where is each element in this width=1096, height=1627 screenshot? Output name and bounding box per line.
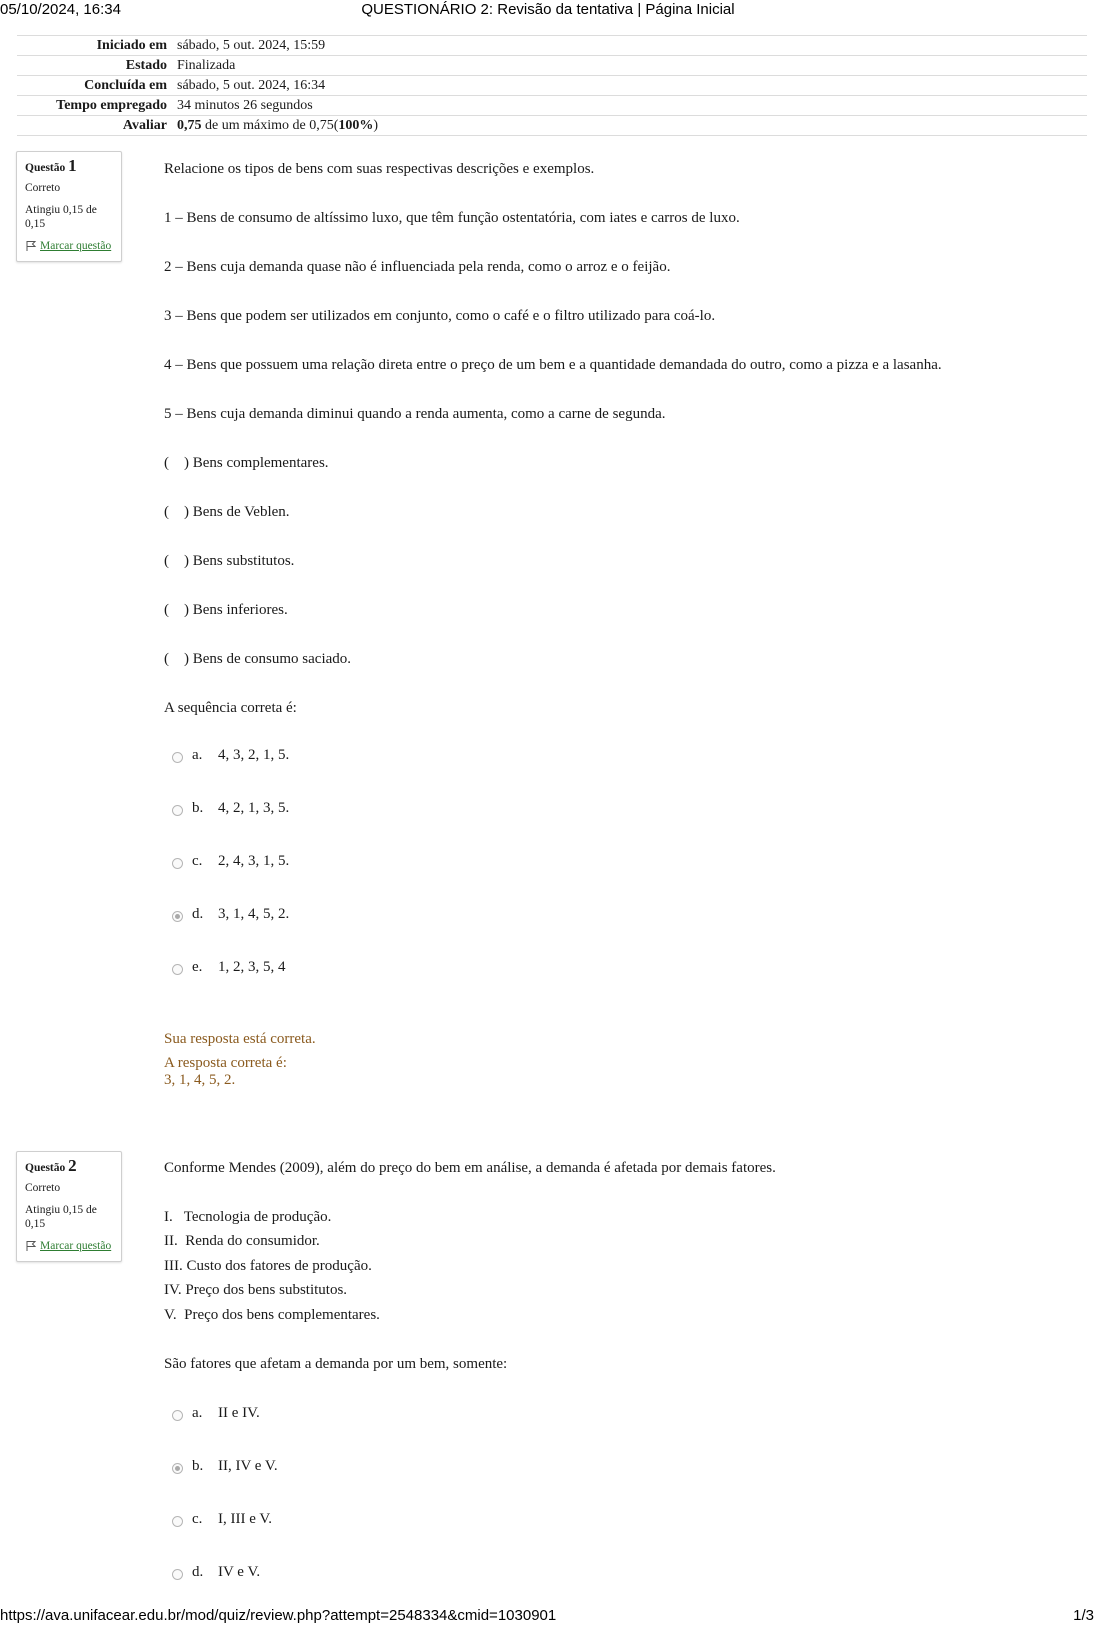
- print-datetime: 05/10/2024, 16:34: [0, 1, 121, 18]
- match-item: ( ) Bens de consumo saciado.: [164, 651, 352, 667]
- answer-option-selected[interactable]: [172, 1456, 278, 1476]
- answer-option-selected[interactable]: [172, 904, 289, 924]
- match-item: ( ) Bens substitutos.: [164, 553, 295, 569]
- flag-question[interactable]: [25, 1239, 113, 1253]
- question-number: [25, 1156, 113, 1175]
- question-number-value: 2: [68, 1156, 77, 1175]
- answer-option[interactable]: [172, 745, 289, 765]
- option-text: 1, 2, 3, 5, 4: [218, 959, 286, 975]
- summary-value: sábado, 5 out. 2024, 16:34: [172, 76, 1087, 96]
- summary-label: Concluída em: [17, 76, 172, 96]
- question-prompt: Relacione os tipos de bens com suas respectivas descrições e exemplos.: [164, 161, 595, 177]
- statement-1: 1 – Bens de consumo de altíssimo luxo, que têm função ostentatória, com iates e carros de luxo.: [164, 210, 740, 226]
- factor-item: III. Custo dos fatores de produção.: [164, 1258, 372, 1274]
- summary-row-started: [17, 36, 1087, 56]
- option-text: 2, 4, 3, 1, 5.: [218, 853, 290, 869]
- answer-option[interactable]: [172, 1562, 260, 1582]
- radio-button[interactable]: [172, 1569, 183, 1580]
- radio-button-checked[interactable]: [172, 1463, 183, 1474]
- option-text: 4, 3, 2, 1, 5.: [218, 747, 290, 763]
- flag-icon: [25, 1240, 37, 1252]
- radio-button-checked[interactable]: [172, 911, 183, 922]
- option-letter: d.: [192, 1564, 204, 1580]
- option-letter: c.: [192, 853, 203, 869]
- summary-label: Estado: [17, 56, 172, 76]
- question-label: Questão: [25, 1162, 66, 1174]
- summary-value: Finalizada: [172, 56, 1087, 76]
- option-text: 3, 1, 4, 5, 2.: [218, 906, 290, 922]
- option-text: 4, 2, 1, 3, 5.: [218, 800, 290, 816]
- radio-button[interactable]: [172, 805, 183, 816]
- feedback-correct: Sua resposta está correta.: [164, 1031, 316, 1047]
- grade-percent: 100%: [338, 118, 374, 133]
- answer-prompt: A sequência correta é:: [164, 700, 297, 716]
- question-prompt: Conforme Mendes (2009), além do preço do bem em análise, a demanda é afetada por demais fatores.: [164, 1160, 776, 1176]
- radio-button[interactable]: [172, 858, 183, 869]
- factor-item: I. Tecnologia de produção.: [164, 1209, 332, 1225]
- answer-option[interactable]: [172, 957, 286, 977]
- question-state: Correto: [25, 182, 61, 194]
- statement-4: 4 – Bens que possuem uma relação direta entre o preço de um bem e a quantidade demandada do outro, como a pizza e a lasanha.: [164, 357, 942, 373]
- answer-option[interactable]: [172, 1509, 272, 1529]
- radio-button[interactable]: [172, 964, 183, 975]
- question-info: [16, 1151, 122, 1262]
- question-info: [16, 151, 122, 262]
- option-letter: c.: [192, 1511, 203, 1527]
- summary-grade-value: [172, 116, 1087, 136]
- summary-row-state: [17, 56, 1087, 76]
- print-header: [0, 1, 1096, 21]
- match-item: ( ) Bens complementares.: [164, 455, 329, 471]
- summary-value: 34 minutos 26 segundos: [172, 96, 1087, 116]
- grade-max: de um máximo de 0,75(: [201, 118, 339, 133]
- radio-button[interactable]: [172, 752, 183, 763]
- question-number: [25, 156, 113, 175]
- flag-question[interactable]: [25, 239, 113, 253]
- grade-score: 0,75: [177, 118, 202, 133]
- flag-icon: [25, 240, 37, 252]
- option-letter: b.: [192, 800, 204, 816]
- factor-item: IV. Preço dos bens substitutos.: [164, 1282, 348, 1298]
- print-footer: [0, 1607, 1096, 1627]
- question-grade: Atingiu 0,15 de 0,15: [25, 1204, 97, 1230]
- page-url: https://ava.unifacear.edu.br/mod/quiz/review.php?attempt=2548334&cmid=1030901: [0, 1607, 557, 1624]
- option-letter: a.: [192, 1405, 203, 1421]
- flag-question-link[interactable]: Marcar questão: [40, 240, 112, 252]
- factor-item: V. Preço dos bens complementares.: [164, 1307, 380, 1323]
- option-text: I, III e V.: [218, 1511, 273, 1527]
- question-state: Correto: [25, 1182, 61, 1194]
- summary-label: Tempo empregado: [17, 96, 172, 116]
- grade-close: ): [373, 118, 379, 133]
- match-item: ( ) Bens inferiores.: [164, 602, 288, 618]
- answer-option[interactable]: [172, 1403, 260, 1423]
- flag-question-link[interactable]: Marcar questão: [40, 1240, 112, 1252]
- option-letter: a.: [192, 747, 203, 763]
- option-text: II, IV e V.: [218, 1458, 278, 1474]
- question-number-value: 1: [68, 156, 77, 175]
- match-item: ( ) Bens de Veblen.: [164, 504, 290, 520]
- page-number: 1/3: [1073, 1607, 1094, 1624]
- answer-prompt: São fatores que afetam a demanda por um bem, somente:: [164, 1356, 508, 1372]
- answer-option[interactable]: [172, 798, 289, 818]
- option-letter: b.: [192, 1458, 204, 1474]
- answer-option[interactable]: [172, 851, 289, 871]
- statement-2: 2 – Bens cuja demanda quase não é influenciada pela renda, como o arroz e o feijão.: [164, 259, 671, 275]
- summary-value: sábado, 5 out. 2024, 15:59: [172, 36, 1087, 56]
- statement-3: 3 – Bens que podem ser utilizados em conjunto, como o café e o filtro utilizado para coá-lo.: [164, 308, 716, 324]
- radio-button[interactable]: [172, 1516, 183, 1527]
- right-answer: 3, 1, 4, 5, 2.: [164, 1072, 236, 1088]
- summary-label: Avaliar: [17, 116, 172, 136]
- statement-5: 5 – Bens cuja demanda diminui quando a renda aumenta, como a carne de segunda.: [164, 406, 666, 422]
- page-title: QUESTIONÁRIO 2: Revisão da tentativa | Página Inicial: [361, 1, 735, 18]
- radio-button[interactable]: [172, 1410, 183, 1421]
- summary-row-time: [17, 96, 1087, 116]
- attempt-summary-table: [17, 35, 1087, 136]
- question-label: Questão: [25, 162, 66, 174]
- option-text: IV e V.: [218, 1564, 261, 1580]
- factor-item: II. Renda do consumidor.: [164, 1233, 320, 1249]
- summary-row-grade: [17, 116, 1087, 136]
- summary-label: Iniciado em: [17, 36, 172, 56]
- option-letter: d.: [192, 906, 204, 922]
- question-grade: Atingiu 0,15 de 0,15: [25, 204, 97, 230]
- option-text: II e IV.: [218, 1405, 260, 1421]
- right-answer-label: A resposta correta é:: [164, 1055, 287, 1071]
- option-letter: e.: [192, 959, 203, 975]
- summary-row-completed: [17, 76, 1087, 96]
